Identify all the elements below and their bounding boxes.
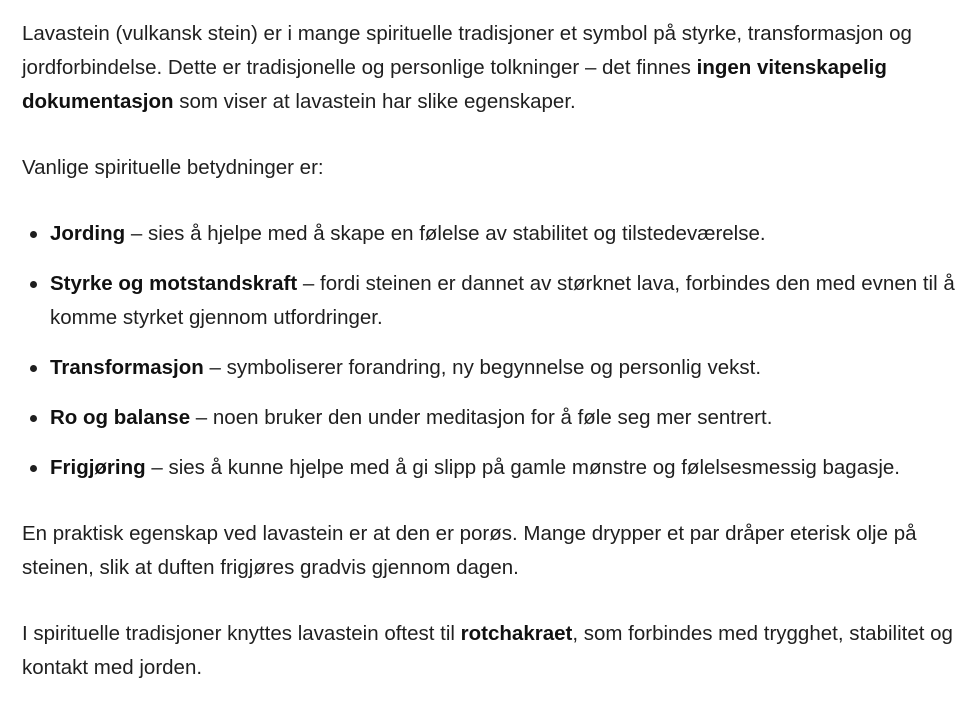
- list-item-term: Ro og balanse: [50, 406, 191, 429]
- list-item: [22, 451, 960, 485]
- chakra-text-1: I spirituelle tradisjoner knyttes lavastein oftest til: [22, 622, 461, 645]
- list-item: [22, 267, 960, 335]
- list-item: [22, 351, 960, 385]
- list-item-term: Frigjøring: [50, 456, 146, 479]
- chakra-text-2: , som forbindes med trygghet, stabilitet og kontakt med jorden.: [22, 622, 953, 679]
- intro-paragraph: [22, 0, 960, 119]
- bullet-icon: [30, 231, 37, 238]
- list-item: [22, 217, 960, 251]
- list-item: [22, 401, 960, 435]
- intro-text-2: som viser at lavastein har slike egenskaper.: [173, 90, 576, 113]
- intro-bold-text: ingen vitenskapelig dokumentasjon: [22, 56, 887, 113]
- list-item-description: – sies å hjelpe med å skape en følelse av stabilitet og tilstedeværelse.: [125, 222, 766, 245]
- list-item-description: – symboliserer forandring, ny begynnelse og personlig vekst.: [203, 356, 762, 379]
- list-item-description: – sies å kunne hjelpe med å gi slipp på gamle mønstre og følelsesmessig bagasje.: [145, 456, 900, 479]
- bullet-icon: [30, 415, 37, 422]
- chakra-paragraph: [22, 617, 960, 685]
- list-item-term: Styrke og motstandskraft: [50, 272, 298, 295]
- bullet-icon: [30, 281, 37, 288]
- list-item-description: – fordi steinen er dannet av størknet lava, forbindes den med evnen til å komme styrket gjennom utfordringer.: [50, 272, 955, 329]
- list-item-term: Transformasjon: [50, 356, 204, 379]
- intro-text-1: Lavastein (vulkansk stein) er i mange spirituelle tradisjoner et symbol på styrke, transformasjon og jordforbindelse. Dette er tradisjonelle og personlige tolkninger – det finnes: [22, 22, 912, 79]
- chakra-bold-text: rotchakraet: [460, 622, 573, 645]
- meanings-list: [22, 217, 960, 485]
- lead-paragraph: Vanlige spirituelle betydninger er:: [22, 156, 324, 179]
- bullet-icon: [30, 365, 37, 372]
- list-item-term: Jording: [50, 222, 126, 245]
- practical-paragraph: En praktisk egenskap ved lavastein er at den er porøs. Mange drypper et par dråper eterisk olje på steinen, slik at duften frigjøres gradvis gjennom dagen.: [22, 522, 917, 579]
- bullet-icon: [30, 465, 37, 472]
- list-item-description: – noen bruker den under meditasjon for å føle seg mer sentrert.: [190, 406, 773, 429]
